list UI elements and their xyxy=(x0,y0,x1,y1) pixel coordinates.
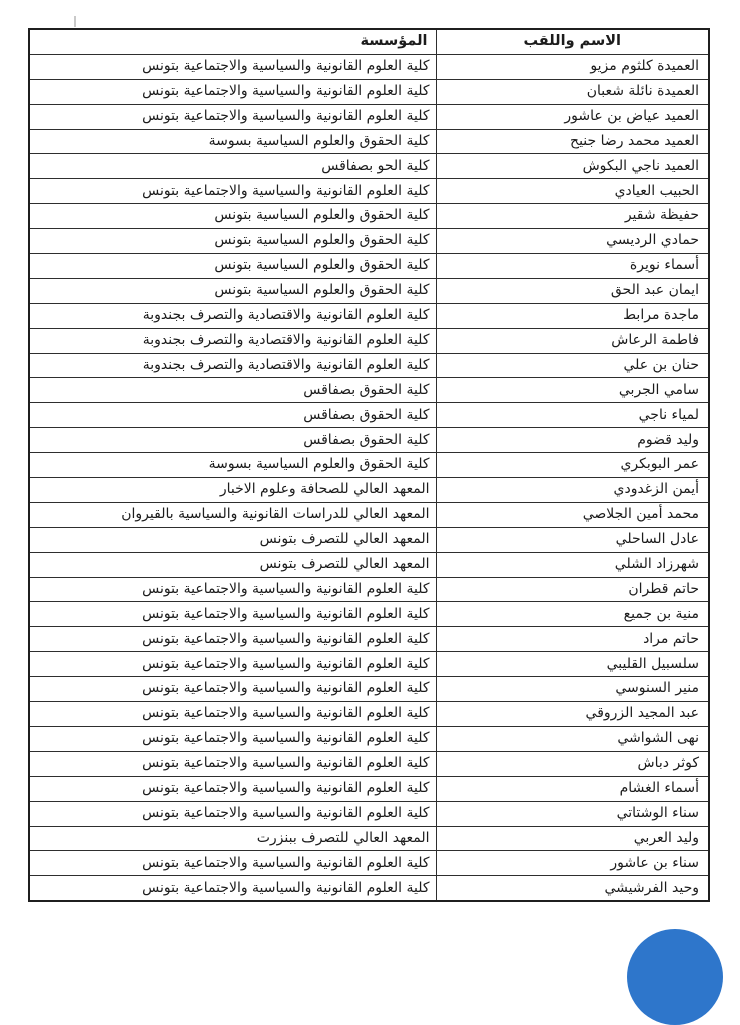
table-row xyxy=(29,303,709,328)
floating-blue-button[interactable] xyxy=(627,929,723,1025)
name-cell: سلسبيل القليبي xyxy=(436,652,709,677)
institution-cell: كلية الحقوق بصفاقس xyxy=(29,428,436,453)
table-row xyxy=(29,353,709,378)
name-cell: محمد أمين الجلاصي xyxy=(436,502,709,527)
table-row xyxy=(29,577,709,602)
institution-cell: كلية العلوم القانونية والسياسية والاجتماعية بتونس xyxy=(29,577,436,602)
institution-cell: كلية العلوم القانونية والسياسية والاجتماعية بتونس xyxy=(29,602,436,627)
table-row xyxy=(29,278,709,303)
institution-cell: كلية العلوم القانونية والسياسية والاجتماعية بتونس xyxy=(29,79,436,104)
column-header-name: الاسم واللقب xyxy=(436,29,709,54)
name-cell: كوثر دباش xyxy=(436,751,709,776)
name-cell: العميدة نائلة شعبان xyxy=(436,79,709,104)
table-row xyxy=(29,527,709,552)
table-row xyxy=(29,129,709,154)
institution-cell: كلية الحقوق والعلوم السياسية بسوسة xyxy=(29,129,436,154)
institution-cell: كلية العلوم القانونية والسياسية والاجتماعية بتونس xyxy=(29,179,436,204)
table-row xyxy=(29,502,709,527)
institution-cell: كلية العلوم القانونية والاقتصادية والتصرف بجندوبة xyxy=(29,303,436,328)
table-row xyxy=(29,403,709,428)
institution-cell: المعهد العالي للتصرف بتونس xyxy=(29,527,436,552)
institution-cell: كلية العلوم القانونية والسياسية والاجتماعية بتونس xyxy=(29,652,436,677)
institution-cell: المعهد العالي للصحافة وعلوم الاخبار xyxy=(29,478,436,503)
institution-cell: المعهد العالي للدراسات القانونية والسياسية بالقيروان xyxy=(29,502,436,527)
name-cell: نهى الشواشي xyxy=(436,726,709,751)
table-row xyxy=(29,453,709,478)
table-row xyxy=(29,602,709,627)
name-cell: أسماء الغشام xyxy=(436,776,709,801)
table-row xyxy=(29,229,709,254)
institution-cell: كلية العلوم القانونية والسياسية والاجتماعية بتونس xyxy=(29,677,436,702)
table-row xyxy=(29,726,709,751)
name-cell: العميد عياض بن عاشور xyxy=(436,104,709,129)
institution-cell: كلية العلوم القانونية والسياسية والاجتماعية بتونس xyxy=(29,801,436,826)
name-cell: العميدة كلثوم مزيو xyxy=(436,54,709,79)
table-row xyxy=(29,702,709,727)
name-cell: منية بن جميع xyxy=(436,602,709,627)
name-cell: عبد المجيد الزروقي xyxy=(436,702,709,727)
name-cell: حمادي الرديسي xyxy=(436,229,709,254)
table-row xyxy=(29,104,709,129)
staff-institution-table xyxy=(28,28,710,902)
name-cell: حنان بن علي xyxy=(436,353,709,378)
name-cell: حاتم قطران xyxy=(436,577,709,602)
table-row xyxy=(29,54,709,79)
name-cell: العميد محمد رضا جنيح xyxy=(436,129,709,154)
institution-cell: كلية العلوم القانونية والسياسية والاجتماعية بتونس xyxy=(29,627,436,652)
table-row xyxy=(29,677,709,702)
table-row xyxy=(29,478,709,503)
name-cell: فاطمة الرعاش xyxy=(436,328,709,353)
institution-cell: كلية العلوم القانونية والسياسية والاجتماعية بتونس xyxy=(29,104,436,129)
table-row xyxy=(29,652,709,677)
column-header-institution: المؤسسة xyxy=(29,29,436,54)
institution-cell: كلية العلوم القانونية والسياسية والاجتماعية بتونس xyxy=(29,726,436,751)
table-row xyxy=(29,876,709,901)
name-cell: سناء الوشتاتي xyxy=(436,801,709,826)
institution-cell: كلية الحقوق بصفاقس xyxy=(29,378,436,403)
name-cell: عمر البوبكري xyxy=(436,453,709,478)
table-row xyxy=(29,204,709,229)
table-row xyxy=(29,826,709,851)
institution-cell: كلية الحقوق والعلوم السياسية بتونس xyxy=(29,254,436,279)
table-row xyxy=(29,552,709,577)
table-row xyxy=(29,776,709,801)
table-row xyxy=(29,154,709,179)
name-cell: وليد قضوم xyxy=(436,428,709,453)
table-row xyxy=(29,254,709,279)
institution-cell: كلية العلوم القانونية والسياسية والاجتماعية بتونس xyxy=(29,54,436,79)
name-cell: منير السنوسي xyxy=(436,677,709,702)
name-cell: ايمان عبد الحق xyxy=(436,278,709,303)
institution-cell: كلية العلوم القانونية والسياسية والاجتماعية بتونس xyxy=(29,702,436,727)
institution-cell: كلية العلوم القانونية والسياسية والاجتماعية بتونس xyxy=(29,876,436,901)
table-body xyxy=(29,54,709,901)
name-cell: وحيد الفرشيشي xyxy=(436,876,709,901)
institution-cell: كلية العلوم القانونية والسياسية والاجتماعية بتونس xyxy=(29,776,436,801)
table-row xyxy=(29,627,709,652)
table-row xyxy=(29,328,709,353)
header-row xyxy=(29,29,709,54)
name-cell: وليد العربي xyxy=(436,826,709,851)
institution-cell: كلية الحقوق والعلوم السياسية بتونس xyxy=(29,229,436,254)
institution-cell: كلية الحقوق والعلوم السياسية بسوسة xyxy=(29,453,436,478)
institution-cell: كلية الحقوق والعلوم السياسية بتونس xyxy=(29,204,436,229)
scan-artifact-mark xyxy=(74,16,76,27)
name-cell: سامي الجربي xyxy=(436,378,709,403)
institution-cell: المعهد العالي للتصرف ببنزرت xyxy=(29,826,436,851)
institution-cell: كلية الحو بصفاقس xyxy=(29,154,436,179)
table-row xyxy=(29,79,709,104)
name-cell: أيمن الزغدودي xyxy=(436,478,709,503)
name-cell: حاتم مراد xyxy=(436,627,709,652)
institution-cell: كلية العلوم القانونية والاقتصادية والتصرف بجندوبة xyxy=(29,328,436,353)
institution-cell: كلية العلوم القانونية والسياسية والاجتماعية بتونس xyxy=(29,751,436,776)
table-row xyxy=(29,378,709,403)
table-row xyxy=(29,851,709,876)
name-cell: أسماء نويرة xyxy=(436,254,709,279)
name-cell: ماجدة مرابط xyxy=(436,303,709,328)
institution-cell: كلية الحقوق والعلوم السياسية بتونس xyxy=(29,278,436,303)
institution-cell: كلية العلوم القانونية والسياسية والاجتماعية بتونس xyxy=(29,851,436,876)
name-cell: لمياء ناجي xyxy=(436,403,709,428)
table-row xyxy=(29,179,709,204)
table-row xyxy=(29,801,709,826)
table-row xyxy=(29,428,709,453)
name-cell: عادل الساحلي xyxy=(436,527,709,552)
institution-cell: كلية الحقوق بصفاقس xyxy=(29,403,436,428)
name-cell: حفيظة شقير xyxy=(436,204,709,229)
name-cell: الحبيب العيادي xyxy=(436,179,709,204)
institution-cell: المعهد العالي للتصرف بتونس xyxy=(29,552,436,577)
name-cell: سناء بن عاشور xyxy=(436,851,709,876)
table-row xyxy=(29,751,709,776)
name-cell: العميد ناجي البكوش xyxy=(436,154,709,179)
name-cell: شهرزاد الشلي xyxy=(436,552,709,577)
institution-cell: كلية العلوم القانونية والاقتصادية والتصرف بجندوبة xyxy=(29,353,436,378)
